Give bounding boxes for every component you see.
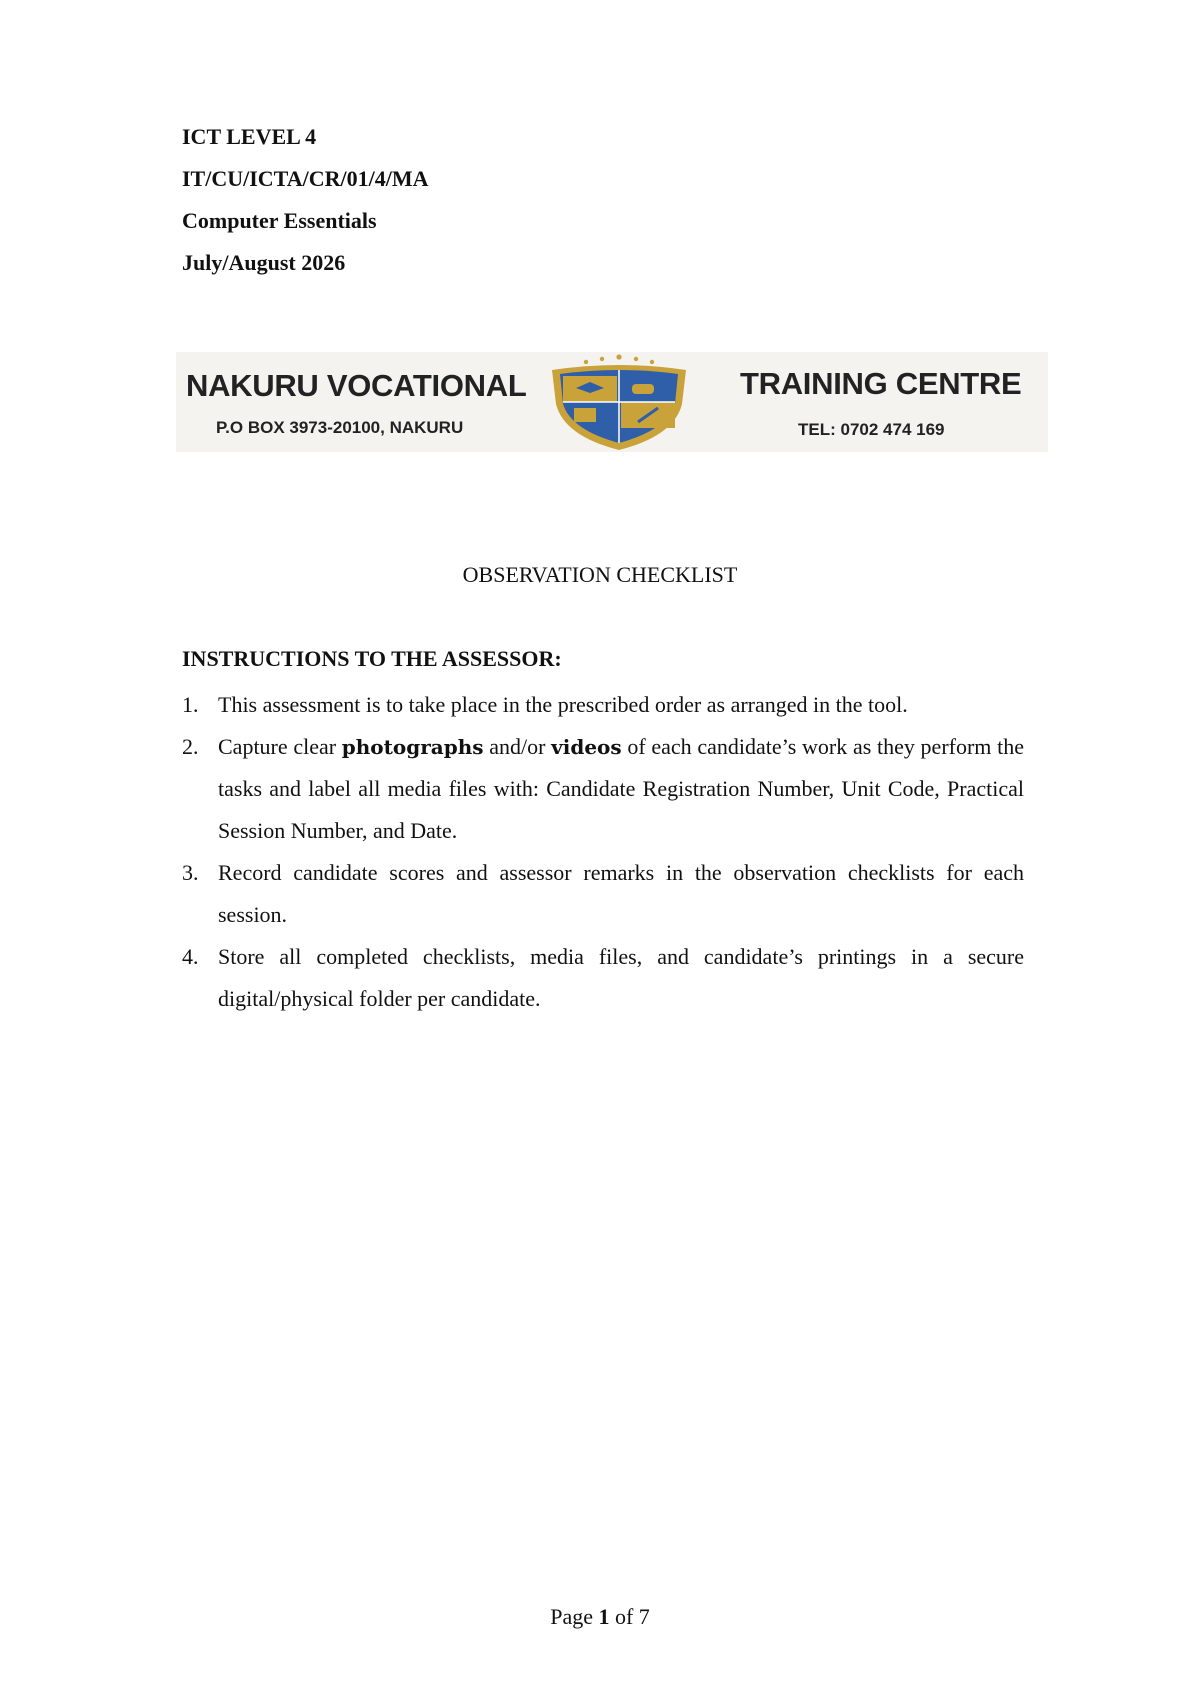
- page-of-label: of: [609, 1604, 639, 1629]
- unit-code: IT/CU/ICTA/CR/01/4/MA: [182, 166, 429, 191]
- total-page-count: 7: [638, 1604, 650, 1629]
- institution-phone: TEL: 0702 474 169: [798, 420, 945, 439]
- course-level: ICT LEVEL 4: [182, 124, 317, 149]
- instruction-text: Record candidate scores and assessor remarks in the observation checklists for each session.: [218, 860, 1024, 927]
- instruction-item: [182, 852, 1024, 936]
- instruction-item: [182, 936, 1024, 1020]
- instruction-text: Capture clear: [218, 734, 342, 759]
- institution-name-right: TRAINING CENTRE: [740, 366, 1022, 401]
- instruction-text: and/or: [483, 734, 552, 759]
- document-title: OBSERVATION CHECKLIST: [462, 562, 738, 587]
- page-footer: [0, 1604, 1200, 1630]
- instruction-text: This assessment is to take place in the prescribed order as arranged in the tool.: [218, 692, 908, 717]
- school-crest-icon: [546, 352, 692, 452]
- instruction-text: of each candidate’s work as they perform the tasks and label all media files with: Candidate Registration Number, Unit Code, Practical Session Number, and Date.: [218, 734, 1024, 843]
- instruction-bold-text: photographs: [341, 735, 484, 759]
- instructions-list: [182, 684, 1024, 1020]
- instruction-number: 2.: [182, 734, 199, 759]
- exam-period: July/August 2026: [182, 250, 346, 275]
- instruction-item: [182, 684, 1024, 726]
- institution-address: P.O BOX 3973-20100, NAKURU: [216, 418, 464, 437]
- page-label: Page: [550, 1604, 599, 1629]
- instruction-number: 1.: [182, 692, 199, 717]
- institution-letterhead: [176, 352, 1048, 452]
- unit-title: Computer Essentials: [182, 208, 377, 233]
- instruction-number: 3.: [182, 860, 199, 885]
- instruction-number: 4.: [182, 944, 199, 969]
- instruction-bold-text: videos: [551, 735, 622, 759]
- instructions-heading: INSTRUCTIONS TO THE ASSESSOR:: [182, 646, 562, 671]
- institution-name-left: NAKURU VOCATIONAL: [186, 368, 527, 403]
- instruction-text: Store all completed checklists, media files, and candidate’s printings in a secure digital/physical folder per candidate.: [218, 944, 1024, 1011]
- instruction-item: [182, 726, 1024, 852]
- current-page-number: 1: [598, 1604, 610, 1629]
- document-header: [182, 116, 429, 284]
